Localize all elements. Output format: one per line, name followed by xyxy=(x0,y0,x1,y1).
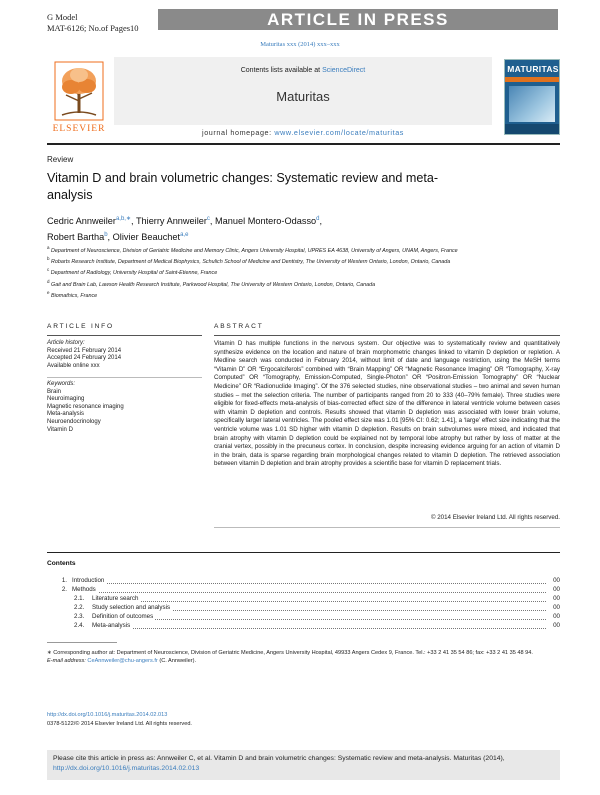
contents-available-line xyxy=(114,67,492,74)
keywords-label: Keywords: xyxy=(47,381,76,387)
affiliation-marker: c xyxy=(47,267,50,273)
author-name: Thierry Annweiler xyxy=(135,216,207,227)
author[interactable] xyxy=(215,216,322,226)
cite-text: Please cite this article in press as: Annweiler C, et al. Vitamin D and brain volumetric changes: Systematic review and meta-analysis. Maturitas (2014), xyxy=(53,755,505,762)
affiliation-text: Robarts Research Institute, Department of Medical Biophysics, Schulich School of Medicine and Dentistry, The University of Western Ontario, London, Ontario, Canada xyxy=(51,259,451,265)
corresponding-author-text: ∗ Corresponding author at: Department of Neuroscience, Division of Geriatric Medicine, Angers University Hospital, 49933 Angers Cedex 9, France. Tel.: +33 2 41 35 54 86; fax: +33 2 41 35 48 94. xyxy=(47,650,533,656)
affiliation-item xyxy=(47,289,507,300)
doi-link[interactable]: http://dx.doi.org/10.1016/j.maturitas.2014.02.013 xyxy=(47,712,168,718)
email-suffix: (C. Annweiler). xyxy=(157,658,197,664)
toc-page: 00 xyxy=(553,604,560,611)
toc-label: Literature search xyxy=(92,595,139,602)
cover-title: MATURITAS xyxy=(507,64,559,74)
history-received: Received 21 February 2014 xyxy=(47,347,122,354)
cite-doi-link[interactable]: http://dx.doi.org/10.1016/j.maturitas.2014.02.013 xyxy=(53,765,200,772)
journal-name: Maturitas xyxy=(276,89,330,104)
abstract-end-rule xyxy=(214,527,560,528)
toc-leader xyxy=(92,628,546,629)
toc-leader xyxy=(92,601,546,602)
keyword-item[interactable]: Neuroimaging xyxy=(47,396,85,403)
issn-line: 0378-5122/© 2014 Elsevier Ireland Ltd. All rights reserved. xyxy=(47,721,192,727)
keyword-item[interactable]: Vitamin D xyxy=(47,426,73,433)
toc-entry-literature-search[interactable] xyxy=(47,595,560,604)
author-affiliation-marker[interactable]: c xyxy=(206,216,210,222)
keyword-item[interactable]: Brain xyxy=(47,388,62,395)
article-info-rule xyxy=(47,335,202,336)
toc-leader xyxy=(72,592,546,593)
journal-info-box xyxy=(114,57,492,125)
toc-page: 00 xyxy=(553,595,560,602)
toc-entry-study-selection[interactable] xyxy=(47,604,560,613)
affiliation-item xyxy=(47,244,507,255)
homepage-prefix: journal homepage: xyxy=(202,128,275,137)
author-name: Robert Bartha xyxy=(47,232,105,243)
elsevier-tree-icon xyxy=(54,61,104,121)
author-name: Cedric Annweiler xyxy=(47,216,116,227)
email-label: E-mail address: xyxy=(47,658,88,664)
author-name: Manuel Montero-Odasso xyxy=(215,216,317,227)
elsevier-logo[interactable] xyxy=(47,61,111,137)
author[interactable] xyxy=(136,216,215,226)
toc-entry-definition-of-outcomes[interactable] xyxy=(47,613,560,622)
toc-entry-meta-analysis[interactable] xyxy=(47,622,560,631)
author-affiliation-marker[interactable]: a,b,∗ xyxy=(115,216,131,222)
abstract-heading: ABSTRACT xyxy=(214,323,264,330)
email-line xyxy=(47,657,560,665)
author-separator: , xyxy=(209,216,216,227)
keywords-rule xyxy=(47,377,202,378)
contents-prefix: Contents lists available at xyxy=(240,67,323,74)
affiliations xyxy=(47,244,507,300)
footnote-rule xyxy=(47,642,117,643)
toc-leader xyxy=(92,619,546,620)
affiliation-item xyxy=(47,278,507,289)
history-online: Available online xxx xyxy=(47,362,100,369)
toc-label: Introduction xyxy=(72,577,105,584)
elsevier-wordmark: ELSEVIER xyxy=(52,124,106,134)
journal-cover-thumbnail[interactable] xyxy=(504,59,560,135)
model-line-1: G Model xyxy=(47,12,78,22)
article-history xyxy=(47,340,202,370)
corresponding-author-footnote xyxy=(47,649,560,665)
toc-entry-introduction[interactable] xyxy=(47,577,560,586)
affiliation-marker: d xyxy=(47,278,50,284)
affiliation-text: Department of Radiology, University Hospital of Saint-Etienne, France xyxy=(50,270,218,277)
author-affiliation-marker[interactable]: a,e xyxy=(180,232,189,239)
author-separator: , xyxy=(107,232,113,243)
article-info-heading: ARTICLE INFO xyxy=(47,323,114,330)
header-divider xyxy=(47,143,560,145)
toc-page: 00 xyxy=(553,613,560,620)
toc-label: Study selection and analysis xyxy=(92,604,171,611)
abstract-rule xyxy=(214,335,560,336)
author-separator: , xyxy=(130,216,136,227)
toc-page: 00 xyxy=(553,622,560,629)
author-affiliation-marker[interactable]: b xyxy=(104,232,108,239)
author-separator: , xyxy=(319,216,323,227)
history-accepted: Accepted 24 February 2014 xyxy=(47,355,122,362)
model-info xyxy=(47,12,139,34)
homepage-url-link[interactable]: www.elsevier.com/locate/maturitas xyxy=(274,128,404,137)
author-affiliation-marker[interactable]: d xyxy=(316,216,320,222)
toc-number: 2.4. xyxy=(74,622,85,629)
sciencedirect-link[interactable]: ScienceDirect xyxy=(322,67,366,74)
cite-this-article-box xyxy=(47,750,560,780)
author-list xyxy=(47,212,517,244)
model-line-2: MAT-6126; No.of Pages10 xyxy=(47,23,139,33)
affiliation-item xyxy=(47,255,507,266)
article-type: Review xyxy=(47,155,74,164)
journal-header xyxy=(47,57,558,139)
author[interactable] xyxy=(113,232,189,242)
abstract-copyright: © 2014 Elsevier Ireland Ltd. All rights reserved. xyxy=(430,514,560,521)
affiliation-marker: e xyxy=(47,289,50,295)
toc-number: 1. xyxy=(61,577,67,584)
toc-leader xyxy=(72,583,546,584)
article-title: Vitamin D and brain volumetric changes: Systematic review and meta-analysis xyxy=(47,171,439,202)
toc-page: 00 xyxy=(553,586,560,593)
author[interactable] xyxy=(47,232,113,242)
keyword-item[interactable]: Neuroendocrinology xyxy=(47,418,101,425)
journal-homepage-line xyxy=(114,128,492,137)
toc-page: 00 xyxy=(553,577,560,584)
toc-entry-methods[interactable] xyxy=(47,586,560,595)
abstract-text: Vitamin D has multiple functions in the nervous system. Our objective was to systematically review and quantitatively synthesize evidence on the location and nature of brain morphometric changes linked to vitamin D depletion or repletion. A Medline search was conducted in February 2014, without limit of date and language restriction, using the MeSH terms “Vitamin D” OR “Ergocalciferols” combined with “Brain Mapping” OR “Magnetic Resonance Imaging” OR “Tomography, X-ray Computed” OR “Tomography, Emission-Computed, Single-Photon” OR “Positron-Emission Tomography” OR “Nuclear Medicine” OR “Radionuclide Imaging”. Of the 376 selected studies, nine observational studies – two animal and seven human studies – met the selection criteria. The number of participants ranged from 20 to 333 (40–79% female). Three studies were eligible for fixed-effects meta-analysis of bias-corrected effect size of the difference in lateral ventricle volume between cases with vitamin D depletion and controls. Results showed that vitamin D depletion was associated with lower brain volume, specifically larger lateral ventricles. The pooled effect size was 1.01 [95% CI: 0.62; 1.41], a ‘large’ effect size indicating that the ventricle volume was 1.01 SD higher with vitamin D depletion. Results on brain subvolumes were mixed, and indicated that brain atrophy with vitamin D depletion could be explained not by temporal lobe atrophy but rather by loss of matter at the cranial vertex, possibly in the precuneus cortex. In conclusion, despite increasing evidence arguing for an action of vitamin D in the brain, data is sparse regarding brain morphological changes related to vitamin D depletion. The retrieved association between vitamin D depletion and brain atrophy provides a scientific base for vitamin D replacement trials. xyxy=(214,340,560,468)
toc-number: 2.2. xyxy=(74,604,85,611)
keyword-item[interactable]: Magnetic resonance imaging xyxy=(47,403,124,410)
keyword-item[interactable]: Meta-analysis xyxy=(47,411,85,418)
toc-number: 2.1. xyxy=(74,595,85,602)
affiliation-item xyxy=(47,266,507,277)
toc-number: 2.3. xyxy=(74,613,85,620)
affiliation-text: Department of Neuroscience, Division of Geriatric Medicine and Memory Clinic, Angers University Hospital, UPRES EA 4638, University of Angers, UNAM, Angers, France xyxy=(51,247,458,254)
author[interactable] xyxy=(47,216,136,226)
contents-heading: Contents xyxy=(47,560,76,567)
email-link[interactable]: CeAnnweiler@chu-angers.fr xyxy=(87,658,158,664)
contents-top-rule xyxy=(47,552,560,553)
author-name: Olivier Beauchet xyxy=(112,232,181,243)
affiliation-text: Biomathics, France xyxy=(51,292,98,299)
keywords-block xyxy=(47,381,202,434)
toc-label: Methods xyxy=(72,586,96,593)
affiliation-marker: b xyxy=(47,256,50,262)
affiliation-text: Gait and Brain Lab, Lawson Health Research Institute, Parkwood Hospital, The University of Western Ontario, London, Ontario, Canada xyxy=(51,281,376,288)
toc-label: Meta-analysis xyxy=(92,622,131,629)
cover-accent-band xyxy=(505,77,559,82)
toc-number: 2. xyxy=(61,586,67,593)
affiliation-marker: a xyxy=(47,245,50,250)
journal-citation-top[interactable]: Maturitas xxx (2014) xxx–xxx xyxy=(260,41,340,48)
toc-label: Definition of outcomes xyxy=(92,613,154,620)
cover-footer-band xyxy=(505,124,559,134)
article-in-press-banner: ARTICLE IN PRESS xyxy=(158,9,558,30)
history-label: Article history: xyxy=(47,340,85,346)
cover-image xyxy=(509,86,555,122)
